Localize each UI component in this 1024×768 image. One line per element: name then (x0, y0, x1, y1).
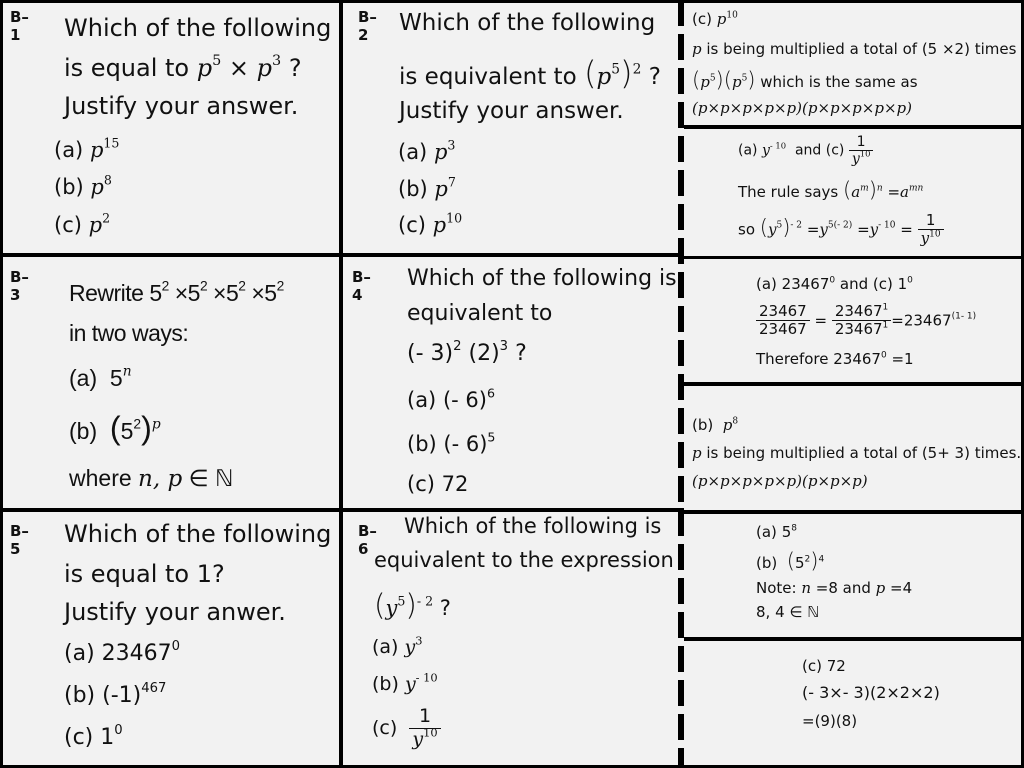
question-label: B–6 (358, 522, 377, 558)
option-b[interactable]: (b) $y^{- 10}$ (372, 670, 438, 695)
answer-line: p is being multiplied a total of (5+ 3) times. (692, 444, 1022, 462)
question-label: B–5 (10, 522, 29, 558)
grid-vline-1 (339, 0, 343, 768)
answer-line: Note: n =8 and p =4 (756, 579, 913, 597)
option-c[interactable]: (c) $1^0$ (64, 723, 123, 750)
option-a[interactable]: (a) $p^3$ (398, 137, 456, 164)
question-text: Which of the following is equivalent to $(p^5)^2$ ? Justify your answer. (399, 10, 661, 124)
grid-top (0, 0, 1024, 3)
question-text: Which of the following is equal to 1? Justify your anwer. (64, 520, 332, 626)
question-text: Which of the following is equivalent to (- 3)$^2$ $(2)^3$ ? (407, 266, 677, 366)
option-a[interactable]: (a) $p^{15}$ (54, 135, 120, 162)
answer-line: so $(y^5)^{- 2} =y^{5(- 2)} =y^{- 10}$ = $\frac{1}{y^{10}}$ (738, 212, 944, 248)
answer-line: The rule says $(a^m)^n =a^{mn}$ (738, 178, 924, 202)
answer-line: =(9)(8) (802, 712, 858, 730)
option-b[interactable]: (b) $p^8$ (54, 172, 112, 199)
ans-hline-1 (684, 125, 1024, 129)
answer-line: p is being multiplied a total of (5 ×2) times (692, 40, 1017, 58)
answer-line: (a) $5^8$ (756, 523, 797, 541)
option-a[interactable]: (a) (- 6)$^6$ (407, 385, 495, 412)
answer-line: (p×p×p×p×p)(p×p×p) (692, 472, 868, 490)
question-text: Which of the following is equal to $p^5 \times p^3$ ? Justify your answer. (64, 14, 332, 120)
answer-line: $(p^5)(p^5)$ which is the same as (692, 68, 918, 92)
option-b[interactable]: (b) $p^7$ (398, 174, 456, 201)
answer-line: (a) 23467$^0$ and (c) $1^0$ (756, 275, 913, 293)
option-b[interactable]: (b) $(5^2)^p$ (69, 410, 161, 446)
answer-line: 8, 4 ∈ ℕ (756, 603, 820, 621)
answer-line: (c) $p^{10}$ (692, 10, 738, 28)
answer-line: (a) $y^{- 10}$ and (c) $\frac{1}{y^{10}}$ (738, 134, 873, 167)
option-b[interactable]: (b) $(-1)^{467}$ (64, 681, 167, 708)
answer-line: (b) $(5^2)^4$ (756, 549, 825, 573)
answer-line: (p×p×p×p×p)(p×p×p×p×p) (692, 99, 912, 117)
question-label: B–1 (10, 8, 29, 44)
question-text: Rewrite $5^2 \times 5^2 \times 5^2 \times 5^2$ in two ways: (69, 278, 284, 346)
option-b[interactable]: (b) (- 6)$^5$ (407, 429, 496, 456)
grid-hline-1 (0, 253, 684, 257)
option-a[interactable]: (a) $y^3$ (372, 633, 423, 658)
ans-hline-4 (684, 510, 1024, 514)
option-a[interactable]: (a) 5$^n$ (69, 363, 132, 391)
answer-line: (b) $p^8$ (692, 416, 739, 434)
option-c[interactable]: (c) $p^{10}$ (398, 210, 463, 237)
answer-line: (- 3×- 3)(2×2×2) (802, 683, 940, 702)
question-text: Which of the following is equivalent to the expression $(y^5)^{- 2}$ ? (374, 514, 674, 622)
ans-hline-2 (684, 256, 1024, 259)
grid-hline-2 (0, 508, 684, 512)
question-label: B–3 (10, 268, 29, 304)
answer-line: $\frac{23467}{23467}$ = $\frac{23467^1}{23467^1}$ $=23467^{(1- 1)}$ (756, 303, 976, 339)
ans-hline-5 (684, 637, 1024, 641)
option-c[interactable]: (c) 72 (407, 472, 469, 496)
where-clause: where n, p ∈ ℕ (69, 465, 234, 492)
option-c[interactable]: (c) $\frac{1}{y^{10}}$ (372, 706, 441, 751)
ans-hline-3 (684, 382, 1024, 386)
answer-line: (c) 72 (802, 657, 846, 675)
question-label: B–4 (352, 268, 371, 304)
option-c[interactable]: (c) $p^2$ (54, 210, 111, 237)
question-label: B–2 (358, 8, 377, 44)
answer-line: Therefore $23467^0 =1$ (756, 350, 914, 368)
option-a[interactable]: (a) 23467$^0$ (64, 639, 181, 666)
grid-left (0, 0, 3, 768)
